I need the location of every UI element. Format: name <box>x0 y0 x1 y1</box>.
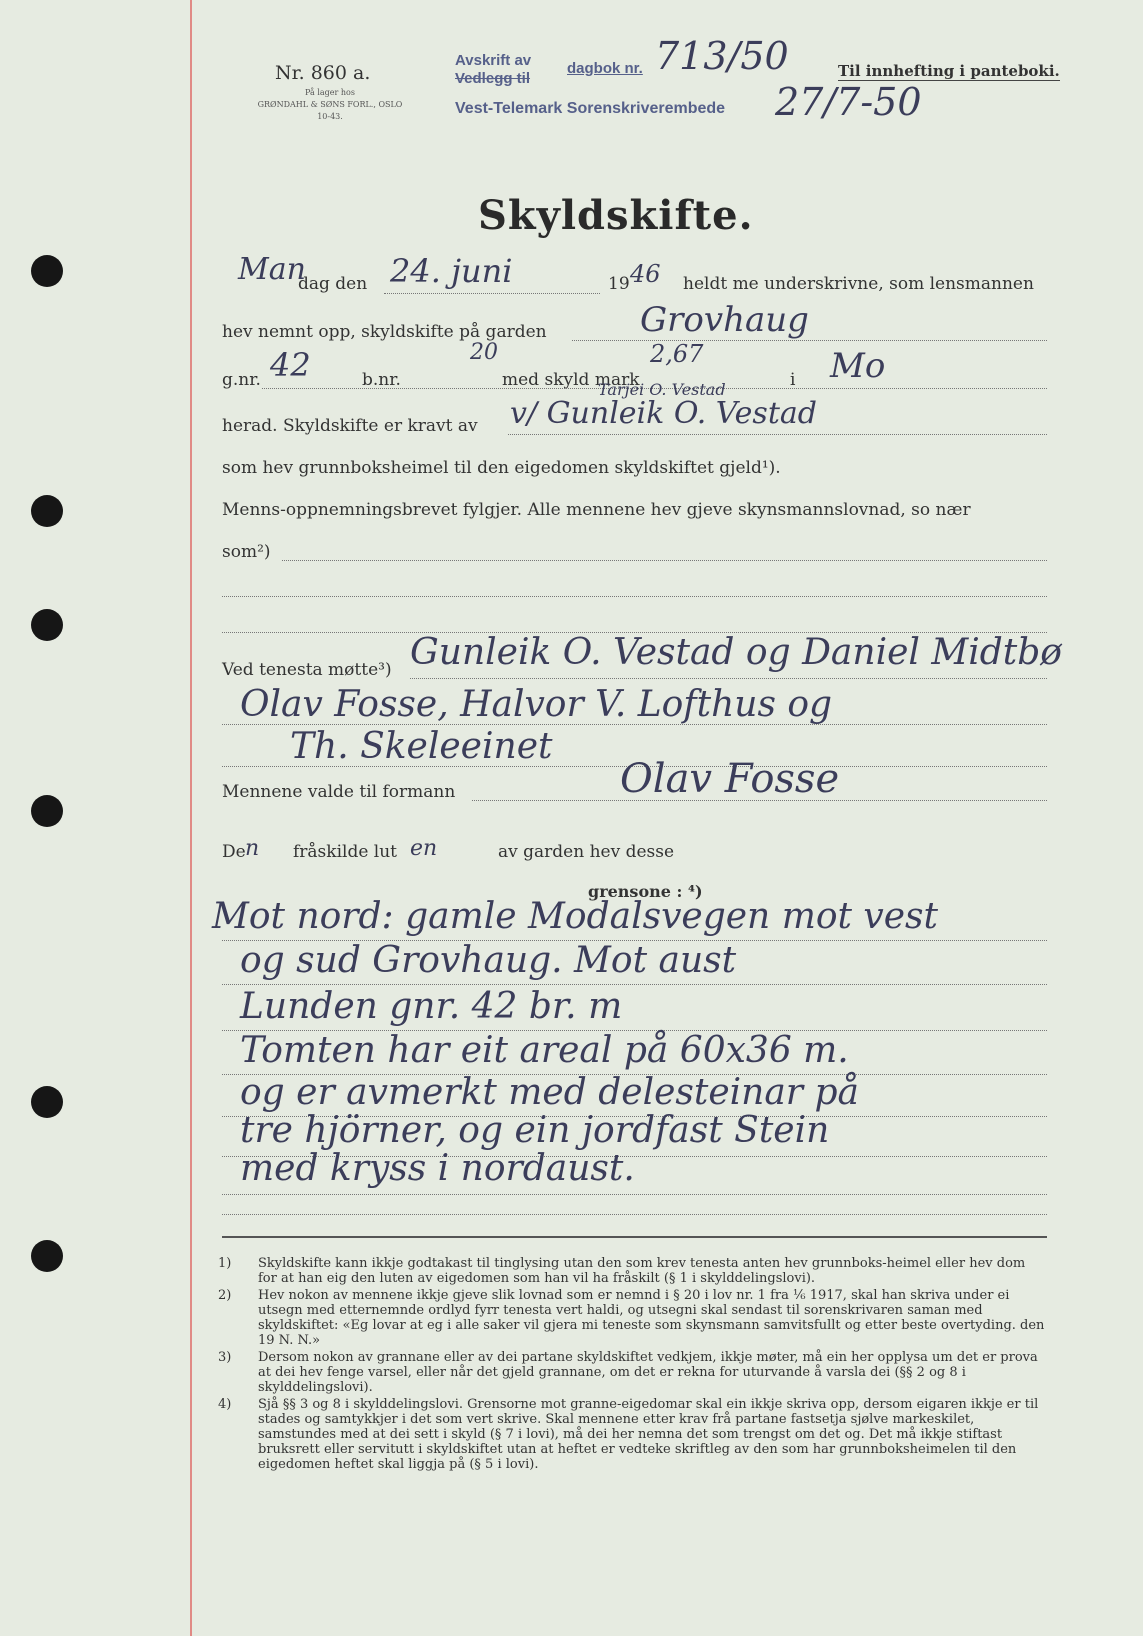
requester-hand: v/ Gunleik O. Vestad <box>510 396 817 431</box>
formann-hand: Olav Fosse <box>620 756 840 802</box>
footnote-text: Dersom nokon av grannane eller av dei partane skyldskiftet vedkjem, ikkje møter, må ein her opplysa um det er prova at dei hev fenge varsel, eller når det gjeld grannane, om det er rekna for uturvande å varsla dei (§§ 2 og 8 i skylddelingslovi). <box>258 1350 1038 1395</box>
ved-tenesta-label: Ved tenesta møtte³) <box>222 660 392 680</box>
dotted-line <box>410 678 1047 679</box>
dotted-line <box>222 596 1047 597</box>
gnr-label: g.nr. <box>222 370 261 390</box>
footnotes <box>218 1256 1048 1474</box>
line1-rest: heldt me underskrivne, som lensmannen <box>683 274 1034 294</box>
footnote-number: 4) <box>218 1397 232 1412</box>
grensone-label: grensone : ⁴) <box>588 882 703 901</box>
day-printed: dag den <box>298 274 368 294</box>
boundary-line-5: og er avmerkt med delesteinar på <box>240 1072 859 1113</box>
punch-hole <box>31 1086 63 1118</box>
punch-hole <box>31 1240 63 1272</box>
stamp-number: 713/50 <box>655 34 789 78</box>
footnote <box>218 1256 1048 1286</box>
footnote-number: 3) <box>218 1350 232 1365</box>
lut-hand: en <box>410 836 438 861</box>
stamp-office: Vest-Telemark Sorenskriverembede <box>455 100 726 117</box>
herad-label: herad. Skyldskifte er kravt av <box>222 416 478 436</box>
publisher-name: GRØNDAHL & SØNS FORL., OSLO <box>257 100 403 109</box>
boundary-line-6: tre hjörner, og ein jordfast Stein <box>240 1110 830 1151</box>
bnr-hand: 20 <box>470 340 498 365</box>
dotted-line <box>222 1214 1047 1215</box>
year-printed: 19 <box>608 274 630 294</box>
margin-line <box>190 0 192 1636</box>
boundary-line-1: Mot nord: gamle Modalsvegen mot vest <box>212 896 938 937</box>
den-hand: n <box>245 836 260 861</box>
i-label: i <box>790 370 796 390</box>
dotted-line <box>384 293 600 294</box>
stamp-avskrift: Avskrift av <box>455 52 532 69</box>
footnote <box>218 1288 1048 1348</box>
punch-hole <box>31 795 63 827</box>
footnote-text: Hev nokon av mennene ikkje gjeve slik lovnad som er nemnd i § 20 i lov nr. 1 fra ⅙ 1917, skal han skriva under ei utsegn med etternemnde ordlyd fyrr tenesta vert haldi, og utsegni skal sendast til sorenskrivaren saman med skyldskiftet: «Eg lovar at eg i alle saker vil gjera mi teneste som skynsmann samvitsfullt og etter beste overtyding. den 19 N. N.» <box>258 1288 1045 1348</box>
line2-text: hev nemnt opp, skyldskifte på garden <box>222 322 547 342</box>
boundary-line-3: Lunden gnr. 42 br. m <box>240 986 623 1027</box>
place-hand: Mo <box>830 346 886 386</box>
year-hand: 46 <box>630 260 661 288</box>
skyld-label: med skyld mark <box>502 370 640 390</box>
punch-hole <box>31 255 63 287</box>
gnr-hand: 42 <box>270 346 311 384</box>
attendees-line3: Th. Skeleeinet <box>290 726 553 767</box>
dotted-line <box>222 1194 1047 1195</box>
print-date: 10-43. <box>317 112 343 121</box>
footnote-text: Skyldskifte kann ikkje godtakast til tinglysing utan den som krev tenesta anten hev grunnboks-heimel eller hev dom for at han eig den luten av eigedomen som han vil ha fråskilt (§ 1 i skylddelingslovi). <box>258 1256 1026 1286</box>
footnote-text: Sjå §§ 3 og 8 i skylddelingslovi. Grensorne mot granne-eigedomar skal ein ikkje skriva opp, dersom eigaren ikkje er til stades og samtykkjer i det som vert skrive. Skal mennene etter krav frå partane fastsetja sjølve markeskilet, samstundes med at dei sett i skyld (§ 7 i lovi), må dei her nemna det som trengst om det og. Det må ikkje stiftast bruksrett eller servitutt i skyldskiftet utan at heftet er vedteke skriftleg av den som har grunnboksheimelen til den eigedomen heftet skal liggja på (§ 5 i lovi). <box>258 1397 1039 1472</box>
stamp-dagbok: dagbok nr. <box>567 60 643 77</box>
dotted-line <box>222 984 1047 985</box>
av-garden-label: av garden hev desse <box>498 842 675 862</box>
menns-line: Menns-oppnemningsbrevet fylgjer. Alle mennene hev gjeve skynsmannslovnad, so nær <box>222 500 971 520</box>
footnote-number: 2) <box>218 1288 232 1303</box>
stamp-date: 27/7-50 <box>775 80 922 124</box>
dotted-line <box>508 434 1047 435</box>
dotted-line <box>282 560 1047 561</box>
attendees-line1: Gunleik O. Vestad og Daniel Midtbø <box>410 632 1062 673</box>
stamp-vedlegg: Vedlegg til <box>455 70 531 87</box>
boundary-line-7: med kryss i nordaust. <box>240 1148 635 1189</box>
right-note: Til innhefting i panteboki. <box>838 62 1060 80</box>
formann-label: Mennene valde til formann <box>222 782 456 802</box>
dotted-line <box>472 800 1047 801</box>
punch-hole <box>31 609 63 641</box>
requester-hand-top: Tarjei O. Vestad <box>598 380 726 399</box>
publisher-small: På lager hos <box>305 88 355 97</box>
attendees-line2: Olav Fosse, Halvor V. Lofthus og <box>240 684 833 725</box>
footnote <box>218 1397 1048 1472</box>
page-title: Skyldskifte. <box>478 192 754 239</box>
den-label: De <box>222 842 246 862</box>
grunnbok-line: som hev grunnboksheimel til den eigedomen skyldskiftet gjeld¹). <box>222 458 781 478</box>
footnote-rule <box>222 1236 1047 1238</box>
fraskilde-label: fråskilde lut <box>293 842 398 862</box>
skyld-hand: 2,67 <box>650 340 704 368</box>
form-number: Nr. 860 a. <box>275 62 371 84</box>
boundary-line-4: Tomten har eit areal på 60x36 m. <box>240 1030 849 1071</box>
dotted-line <box>572 340 1047 341</box>
farm-name-hand: Grovhaug <box>640 300 809 340</box>
som-label: som²) <box>222 542 271 562</box>
day-hand: Man <box>238 252 306 287</box>
punch-hole <box>31 495 63 527</box>
dotted-line <box>222 724 1047 725</box>
date-hand: 24. juni <box>390 252 513 290</box>
footnote-number: 1) <box>218 1256 232 1271</box>
bnr-label: b.nr. <box>362 370 401 390</box>
footnote <box>218 1350 1048 1395</box>
boundary-line-2: og sud Grovhaug. Mot aust <box>240 940 737 981</box>
